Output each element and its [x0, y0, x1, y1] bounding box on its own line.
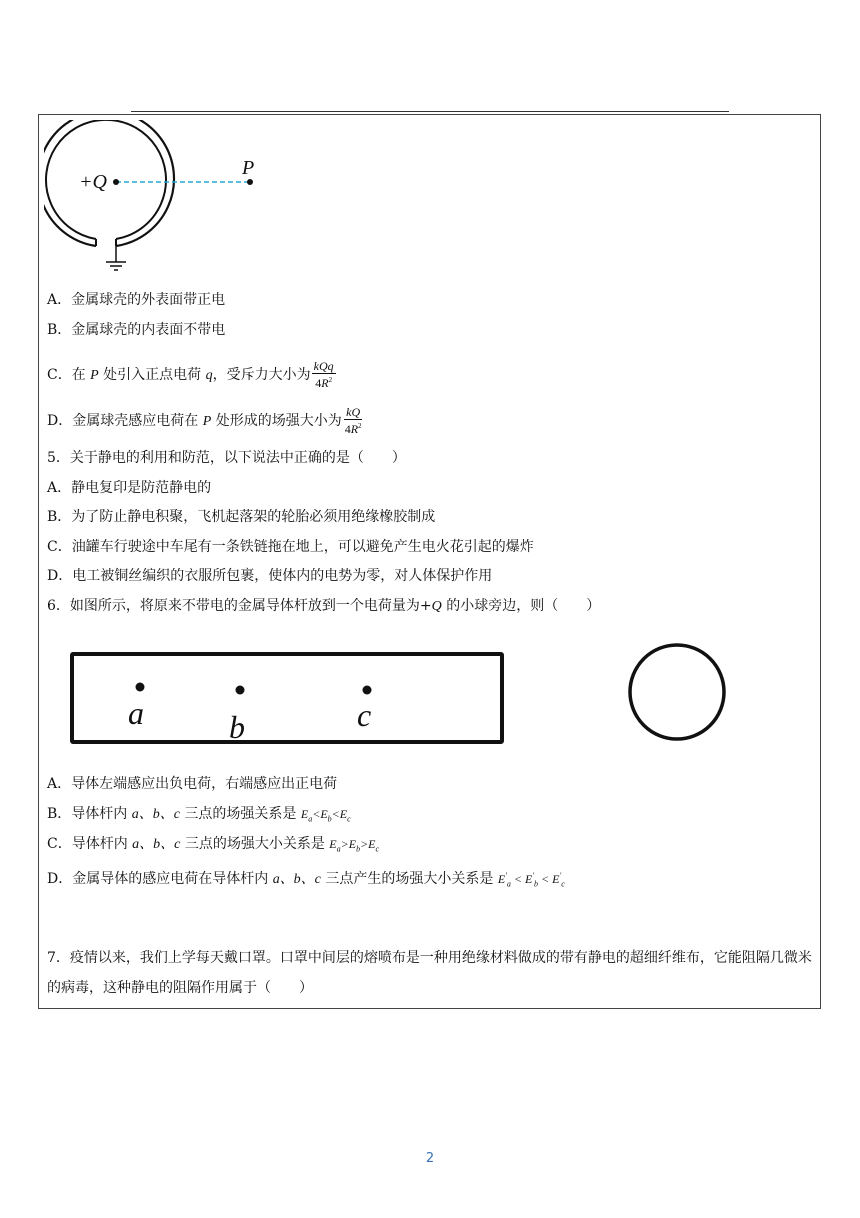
conductor-rod-diagram: [66, 640, 736, 755]
q6-option-a: A．导体左端感应出负电荷，右端感应出正电荷: [47, 776, 338, 792]
q5-option-a: A．静电复印是防范静电的: [47, 480, 212, 496]
q4-option-d-p: P: [202, 414, 212, 429]
q6-stem: [47, 596, 600, 617]
q5-option-b: B．为了防止静电积聚，飞机起落架的轮胎必须用绝缘橡胶制成: [47, 509, 436, 525]
point-p-label: P: [242, 157, 255, 179]
page-number: 2: [425, 1151, 435, 1166]
q6-option-d-relation: $E'_a < E'_b < E'_c$: [497, 871, 565, 889]
q6-option-b-relation: $E_a<E_b<E_c$: [300, 807, 351, 824]
q5-stem: 5．关于静电的利用和防范，以下说法中正确的是（ ）: [47, 450, 406, 466]
charged-ball: [630, 645, 724, 739]
q6-option-b: [47, 804, 351, 829]
q4-option-c: [47, 360, 336, 390]
q4-option-c-pre: C．在: [47, 367, 91, 383]
point-b-dot: [236, 686, 245, 695]
q4-option-b: B．金属球壳的内表面不带电: [47, 322, 226, 338]
charge-dot: [113, 179, 119, 185]
q6-option-d-vars: a、b、c: [272, 872, 321, 887]
point-a-label: a: [128, 695, 144, 731]
q7-stem: 7．疫情以来，我们上学每天戴口罩。口罩中间层的熔喷布是一种用绝缘材料做成的带有静电的超细纤维布，它能阻隔几微米的病毒，这种静电的阻隔作用属于（ ）: [47, 950, 812, 996]
q4-option-c-post: ，受斥力大小为: [212, 367, 311, 383]
q6-option-d: [47, 866, 565, 894]
charge-label: +Q: [79, 171, 107, 193]
q4-option-d-post: 处形成的场强大小为: [211, 413, 342, 429]
q4-option-c-fraction: [312, 360, 336, 390]
q6-option-b-pre: B．导体杆内: [47, 806, 132, 822]
q4-option-c-p: P: [90, 368, 99, 383]
header-rule: [131, 111, 729, 112]
point-c-label: c: [357, 697, 372, 733]
q6-option-c-post: 三点的场强大小关系是: [180, 836, 330, 852]
fraction-denominator: $4R^2$: [315, 376, 333, 390]
shell-outer-arc: [44, 120, 174, 246]
q6-stem-post: 的小球旁边，则（ ）: [441, 598, 601, 614]
q6-option-b-vars: a、b、c: [131, 807, 180, 822]
point-a-dot: [136, 683, 145, 692]
q4-option-a: A．金属球壳的外表面带正电: [47, 292, 226, 308]
point-p-dot: [247, 179, 253, 185]
q6-stem-pre: 6．如图所示，将原来不带电的金属导体杆放到一个电荷量为+: [47, 598, 432, 614]
q6-option-c-relation: $E_a>E_b>E_c$: [329, 837, 380, 854]
q6-option-c: [47, 834, 379, 859]
q4-option-d: [47, 406, 364, 436]
q5-option-d: D．电工被铜丝编织的衣服所包裹，使体内的电势为零，对人体保护作用: [47, 568, 493, 584]
q4-option-d-pre: D．金属球壳感应电荷在: [47, 413, 203, 429]
q6-option-d-pre: D．金属导体的感应电荷在导体杆内: [47, 871, 273, 887]
q6-option-c-pre: C．导体杆内: [47, 836, 133, 852]
q4-option-c-mid: 处引入正点电荷: [98, 367, 206, 383]
fraction-numerator: kQ: [346, 405, 361, 419]
q4-option-c-q: q: [205, 368, 213, 383]
q6-option-d-post: 三点产生的场强大小关系是: [320, 871, 498, 887]
grounded-shell-diagram: [44, 120, 274, 280]
fraction-denominator: $4R^2$: [344, 422, 362, 436]
fraction-numerator: kQq: [313, 359, 334, 373]
q6-option-c-vars: a、b、c: [132, 837, 181, 852]
point-c-dot: [363, 686, 372, 695]
q6-stem-q: Q: [431, 599, 442, 614]
q4-option-d-fraction: [343, 406, 364, 436]
point-b-label: b: [229, 709, 245, 745]
q6-option-b-post: 三点的场强关系是: [179, 806, 301, 822]
q5-option-c: C．油罐车行驶途中车尾有一条铁链拖在地上，可以避免产生电火花引起的爆炸: [47, 539, 534, 555]
